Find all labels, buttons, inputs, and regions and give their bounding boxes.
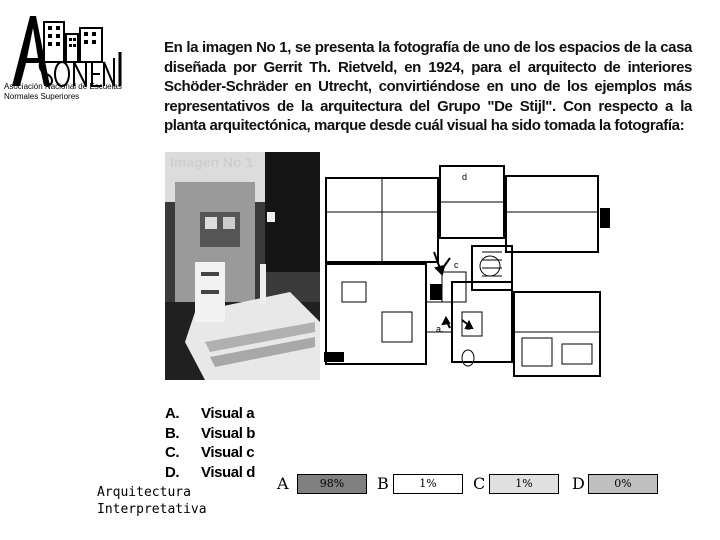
result-letter-b: B <box>377 474 389 493</box>
subject-line2: Interpretativa <box>97 502 207 517</box>
option-letter: B. <box>165 424 180 442</box>
logo-caption-line1: Asociación Nacional de Escuelas <box>4 82 122 91</box>
option-letter: A. <box>165 405 180 422</box>
option-d[interactable] <box>165 463 255 483</box>
option-text: Visual c <box>201 444 255 461</box>
result-box-b: 1% <box>393 474 463 494</box>
result-letter-c: C <box>473 474 486 493</box>
plan-label-c: c <box>454 260 459 270</box>
result-box-a: 98% <box>297 474 367 494</box>
plan-label-b: b <box>466 322 472 332</box>
option-text: Visual d <box>201 463 256 481</box>
subject-label <box>97 484 207 518</box>
option-text: Visual a <box>201 405 255 422</box>
option-text: Visual b <box>201 424 256 442</box>
plan-label-d: d <box>462 172 468 182</box>
floor-plan <box>322 162 612 384</box>
option-b[interactable] <box>165 424 255 444</box>
interior-photo <box>165 152 320 380</box>
option-a[interactable] <box>165 404 255 424</box>
plan-label-a: a. <box>436 324 444 334</box>
answer-options <box>165 404 255 482</box>
result-box-c: 1% <box>489 474 559 494</box>
result-box-d: 0% <box>588 474 658 494</box>
option-letter: C. <box>165 444 180 461</box>
result-letter-d: D <box>572 474 585 493</box>
photo-caption: Imagen No 1 <box>170 154 254 170</box>
option-letter: D. <box>165 463 180 481</box>
result-letter-a: A <box>277 474 289 493</box>
question-text: En la imagen No 1, se presenta la fotografía de uno de los espacios de la casa diseñada por Gerrit Th. Rietveld, en 1924, para el arquitecto de interiores Schöder-Schräder en Utrecht, convirtiéndose en uno de los ejemplos más representativos de la arquitectura del Grupo "De Stijl". Con respecto a la planta arquitectónica, marque desde cuál visual ha sido tomada la fotografía: <box>164 39 692 134</box>
subject-line1: Arquitectura <box>97 485 191 500</box>
logo-caption-line2: Normales Superiores <box>4 92 80 101</box>
logo-caption <box>4 82 122 102</box>
option-c[interactable] <box>165 443 255 463</box>
